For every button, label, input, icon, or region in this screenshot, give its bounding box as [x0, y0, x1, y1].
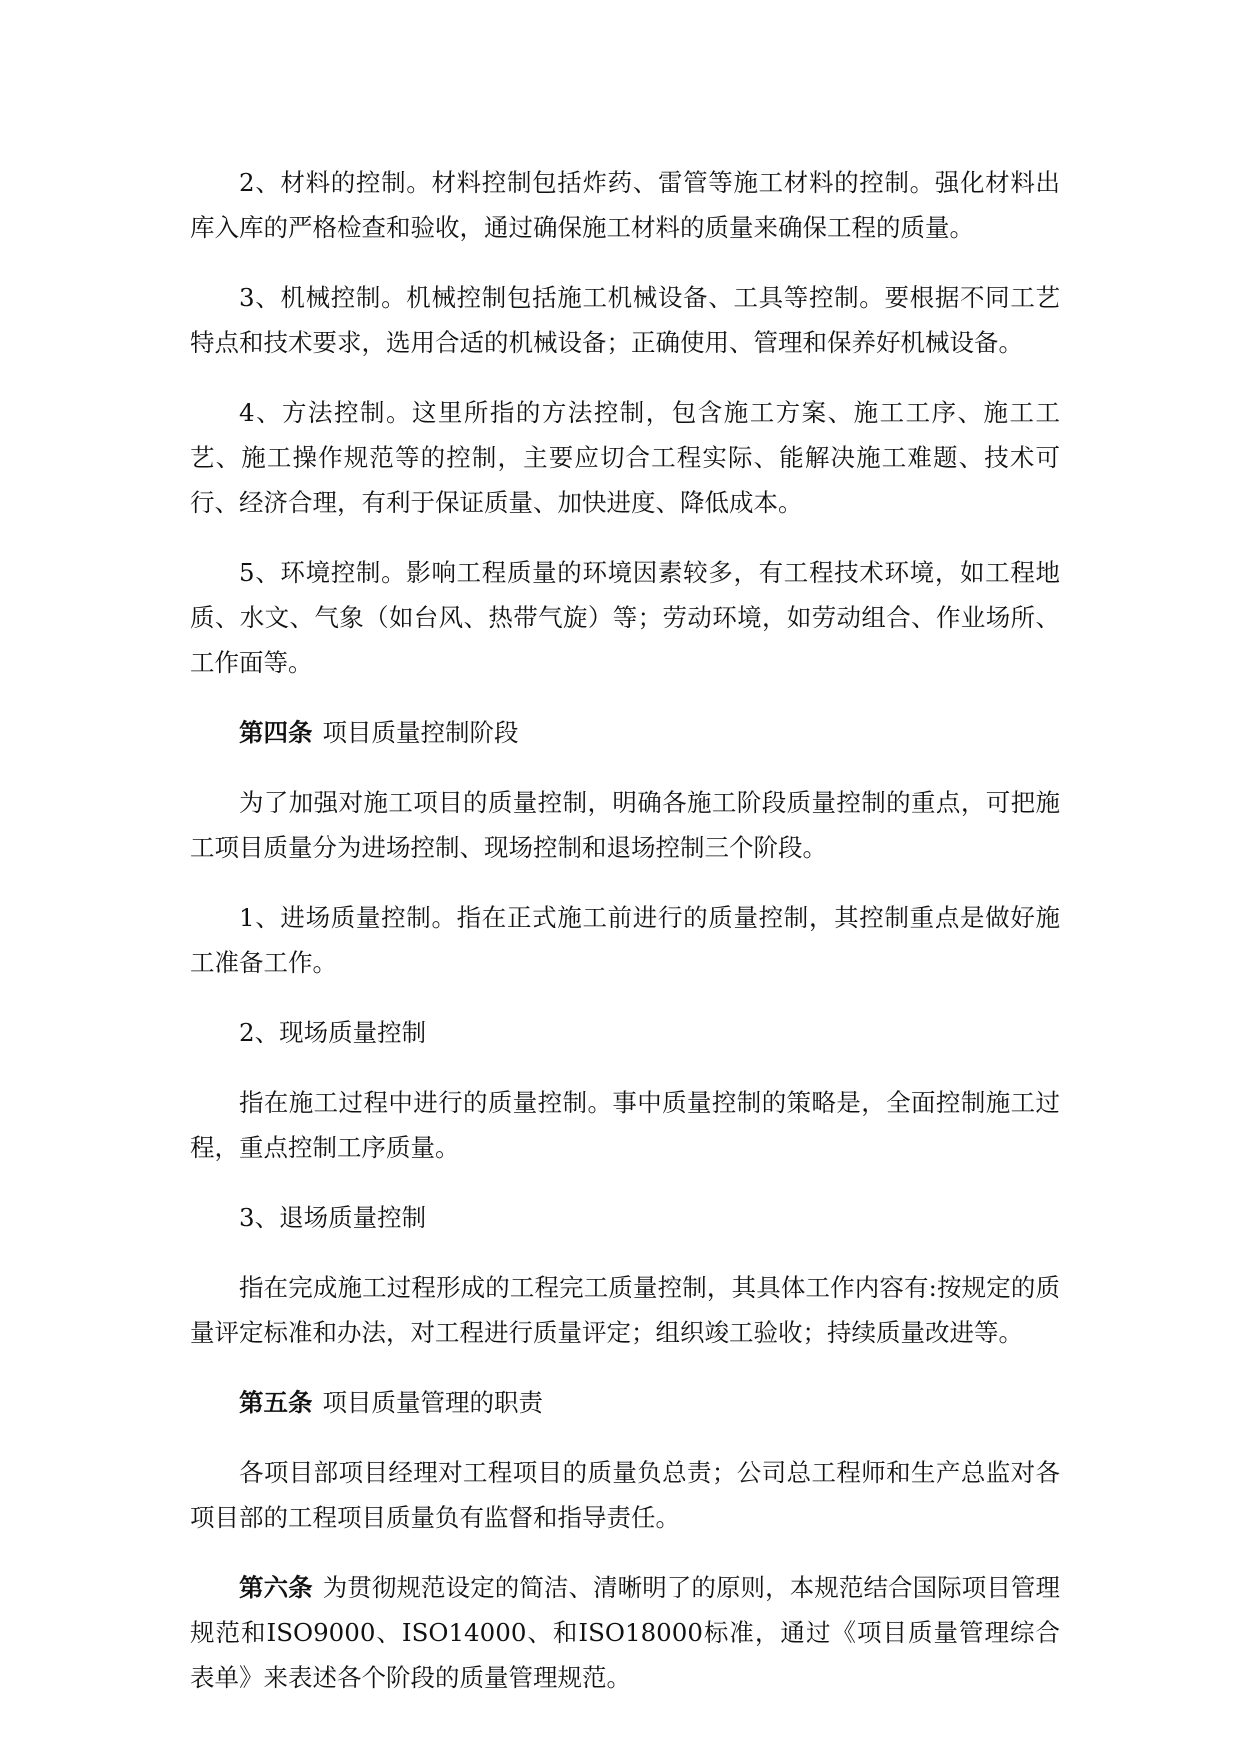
article-4-title: 项目质量控制阶段 [322, 718, 519, 747]
exit-quality-control-text: 指在完成施工过程形成的工程完工质量控制，其具体工作内容有:按规定的质量评定标准和办法，对工程进行质量评定；组织竣工验收；持续质量改进等。 [190, 1273, 1060, 1347]
article-4-label: 第四条 [239, 718, 313, 747]
article-5-title: 项目质量管理的职责 [322, 1388, 543, 1417]
article-5-heading [190, 1380, 1060, 1425]
article-5-label: 第五条 [239, 1388, 313, 1417]
article-4-intro: 为了加强对施工项目的质量控制，明确各施工阶段质量控制的重点，可把施工项目质量分为进场控制、现场控制和退场控制三个阶段。 [190, 788, 1060, 862]
article-6-text: 为贯彻规范设定的简洁、清晰明了的原则，本规范结合国际项目管理规范和ISO9000、ISO14000、和ISO18000标准，通过《项目质量管理综合表单》来表述各个阶段的质量管理规范。 [190, 1573, 1060, 1692]
article-5-text: 各项目部项目经理对工程项目的质量负总责；公司总工程师和生产总监对各项目部的工程项目质量负有监督和指导责任。 [190, 1458, 1060, 1532]
document-body [190, 160, 1060, 1725]
paragraph-method-control: 4、方法控制。这里所指的方法控制，包含施工方案、施工工序、施工工艺、施工操作规范等的控制，主要应切合工程实际、能解决施工难题、技术可行、经济合理，有利于保证质量、加快进度、降低成本。 [190, 398, 1060, 517]
paragraph-environment-control: 5、环境控制。影响工程质量的环境因素较多，有工程技术环境，如工程地质、水文、气象（如台风、热带气旋）等；劳动环境，如劳动组合、作业场所、工作面等。 [190, 558, 1060, 677]
onsite-quality-control-heading: 2、现场质量控制 [239, 1018, 427, 1047]
exit-quality-control-heading: 3、退场质量控制 [239, 1203, 427, 1232]
article-6-label: 第六条 [239, 1573, 313, 1602]
article-4-heading [190, 710, 1060, 755]
article-6-paragraph [190, 1565, 1060, 1700]
paragraph-material-control: 2、材料的控制。材料控制包括炸药、雷管等施工材料的控制。强化材料出库入库的严格检查和验收，通过确保施工材料的质量来确保工程的质量。 [190, 168, 1060, 242]
paragraph-machinery-control: 3、机械控制。机械控制包括施工机械设备、工具等控制。要根据不同工艺特点和技术要求，选用合适的机械设备；正确使用、管理和保养好机械设备。 [190, 283, 1060, 357]
onsite-quality-control-text: 指在施工过程中进行的质量控制。事中质量控制的策略是，全面控制施工过程，重点控制工序质量。 [190, 1088, 1060, 1162]
entry-quality-control: 1、进场质量控制。指在正式施工前进行的质量控制，其控制重点是做好施工准备工作。 [190, 903, 1060, 977]
